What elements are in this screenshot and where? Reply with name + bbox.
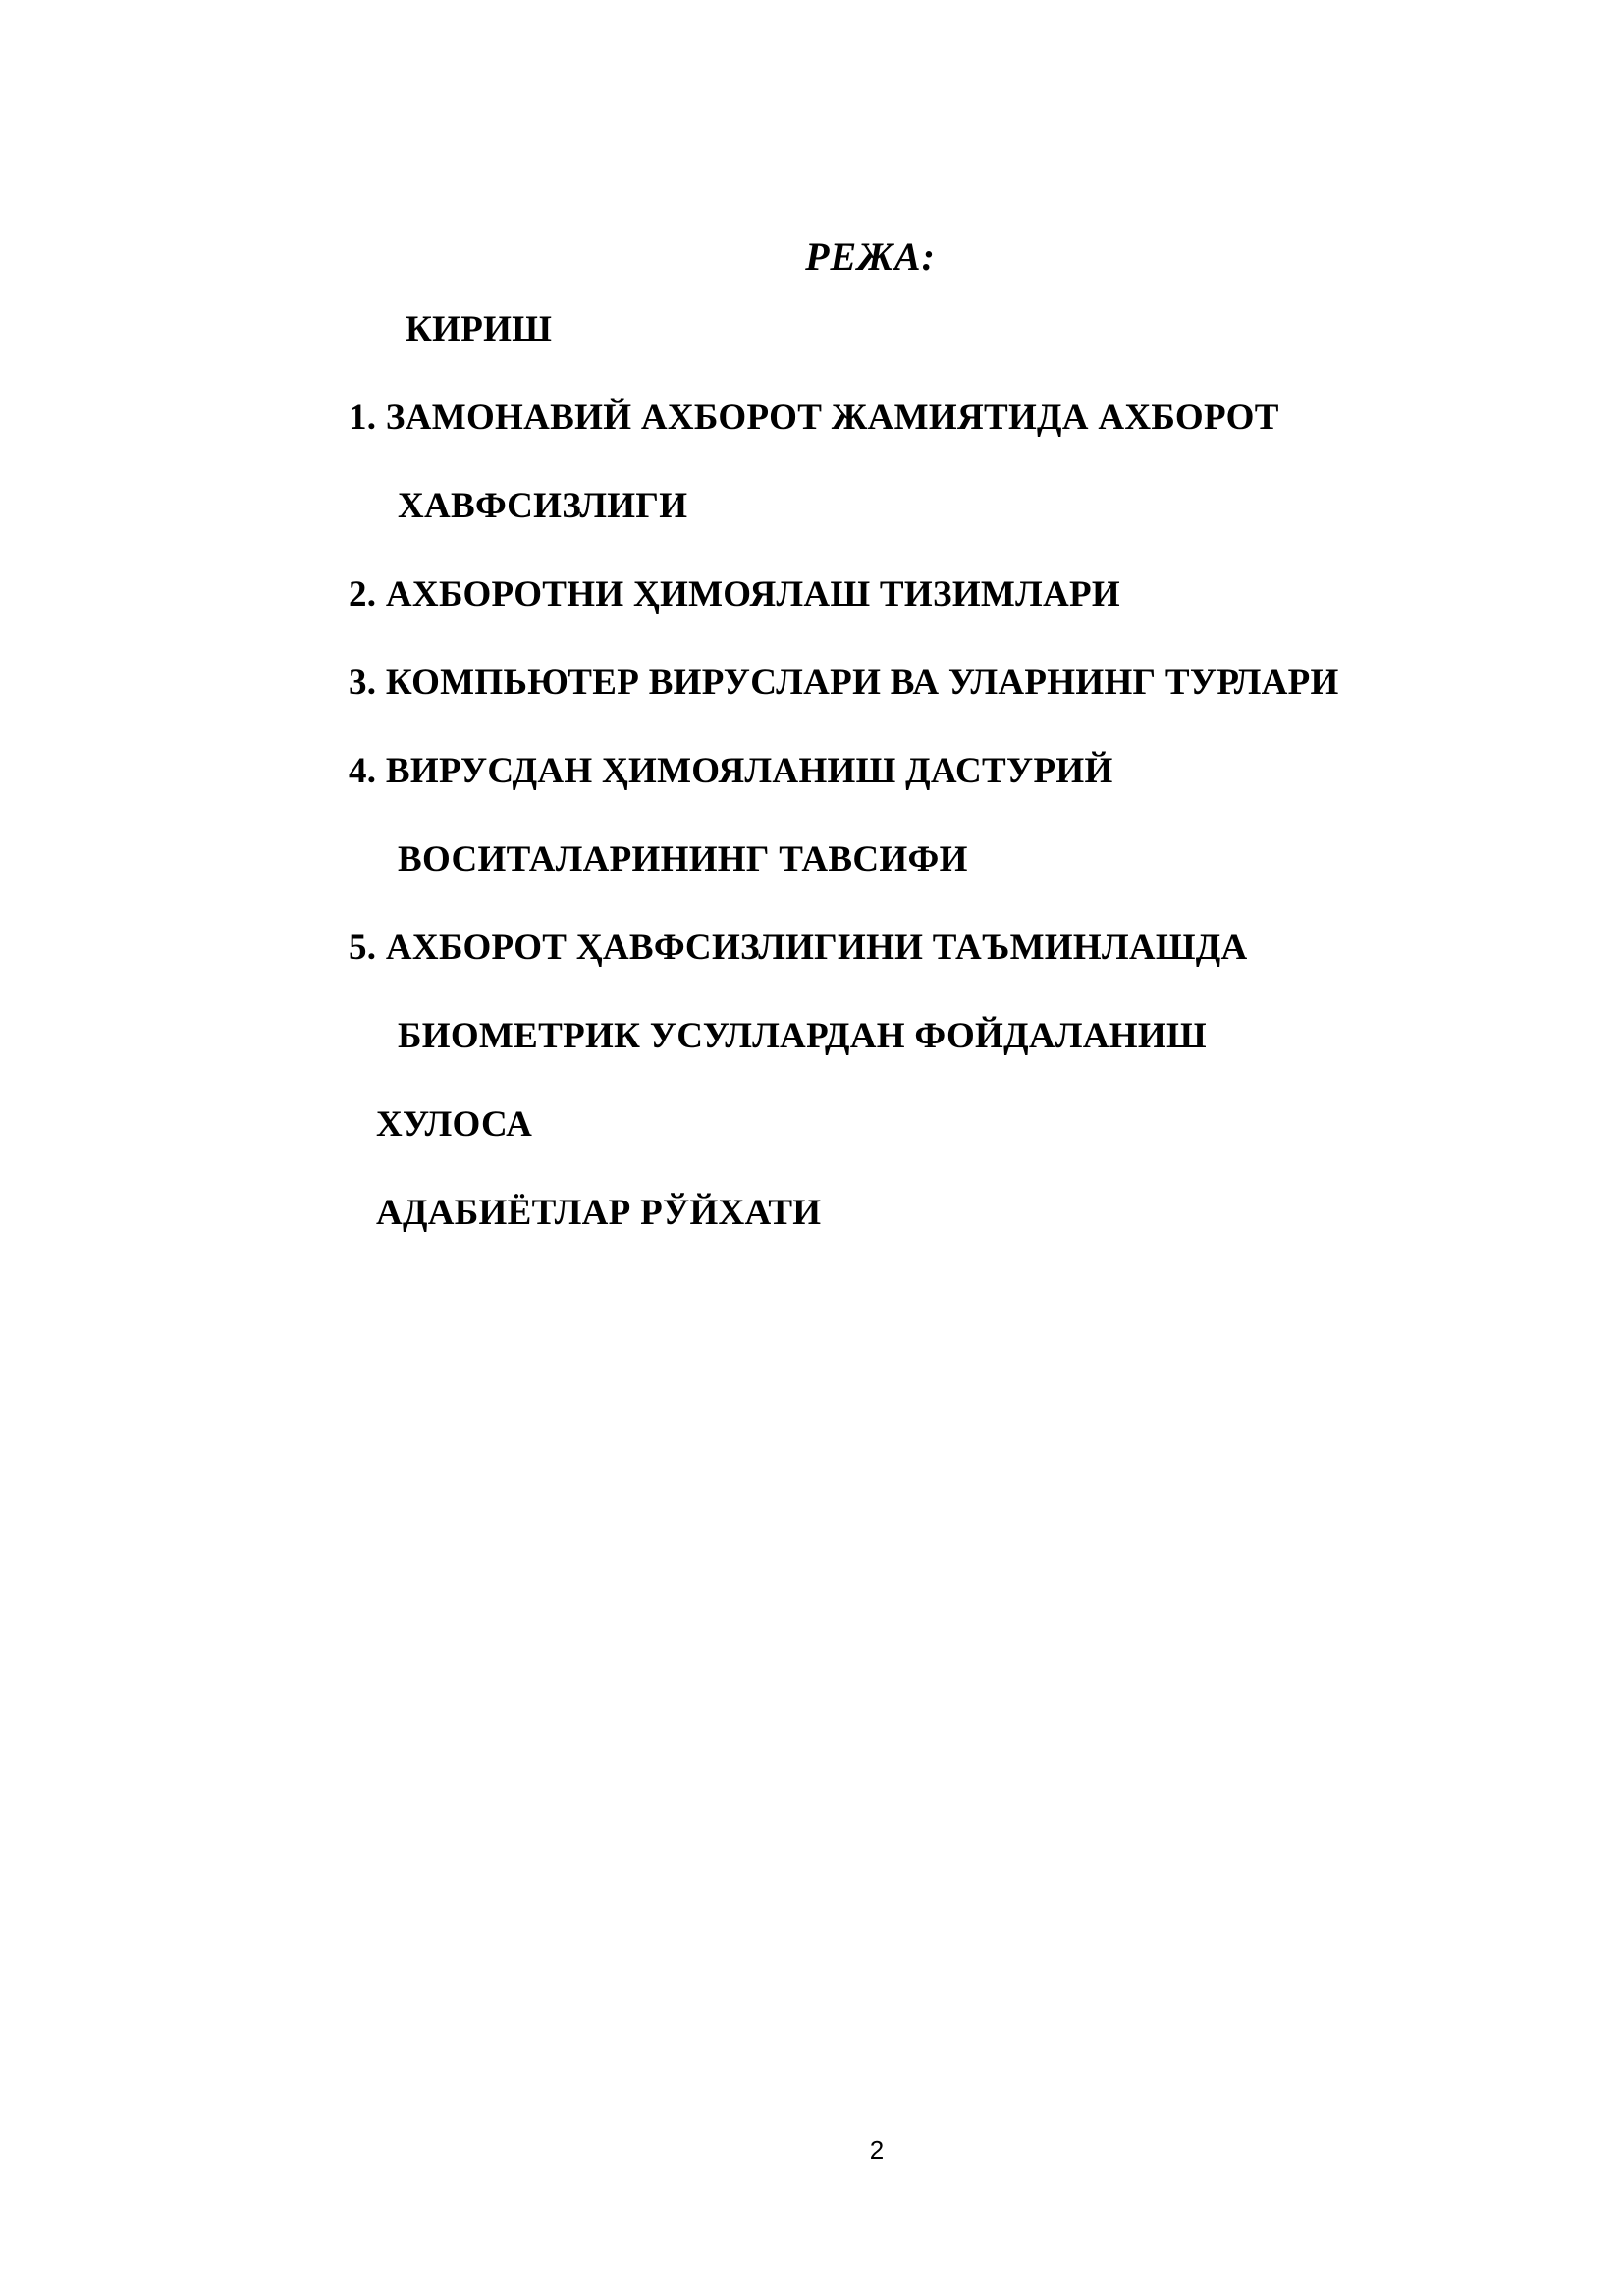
toc-entry-3: 3. КОМПЬЮТЕР ВИРУСЛАРИ ВА УЛАРНИНГ ТУРЛАРИ (349, 663, 1339, 703)
toc-entry-1: 1. ЗАМОНАВИЙ АХБОРОТ ЖАМИЯТИДА АХБОРОТ (349, 398, 1279, 438)
toc-entry-4-continuation: ВОСИТАЛАРИНИНГ ТАВСИФИ (398, 839, 968, 880)
toc-entry-references: АДАБИЁТЛАР РЎЙХАТИ (376, 1193, 822, 1233)
toc-entry-1-continuation: ХАВФСИЗЛИГИ (398, 486, 688, 526)
toc-entry-introduction: КИРИШ (406, 309, 553, 349)
toc-entry-5-continuation: БИОМЕТРИК УСУЛЛАРДАН ФОЙДАЛАНИШ (398, 1016, 1207, 1056)
page-title: РЕЖА: (805, 235, 936, 279)
toc-entry-2: 2. АХБОРОТНИ ҲИМОЯЛАШ ТИЗИМЛАРИ (349, 574, 1120, 614)
toc-entry-5: 5. АХБОРОТ ҲАВФСИЗЛИГИНИ ТАЪМИНЛАШДА (349, 928, 1248, 968)
page-number: 2 (869, 2135, 885, 2164)
toc-entry-4: 4. ВИРУСДАН ҲИМОЯЛАНИШ ДАСТУРИЙ (349, 751, 1113, 791)
toc-entry-conclusion: ХУЛОСА (376, 1104, 533, 1145)
